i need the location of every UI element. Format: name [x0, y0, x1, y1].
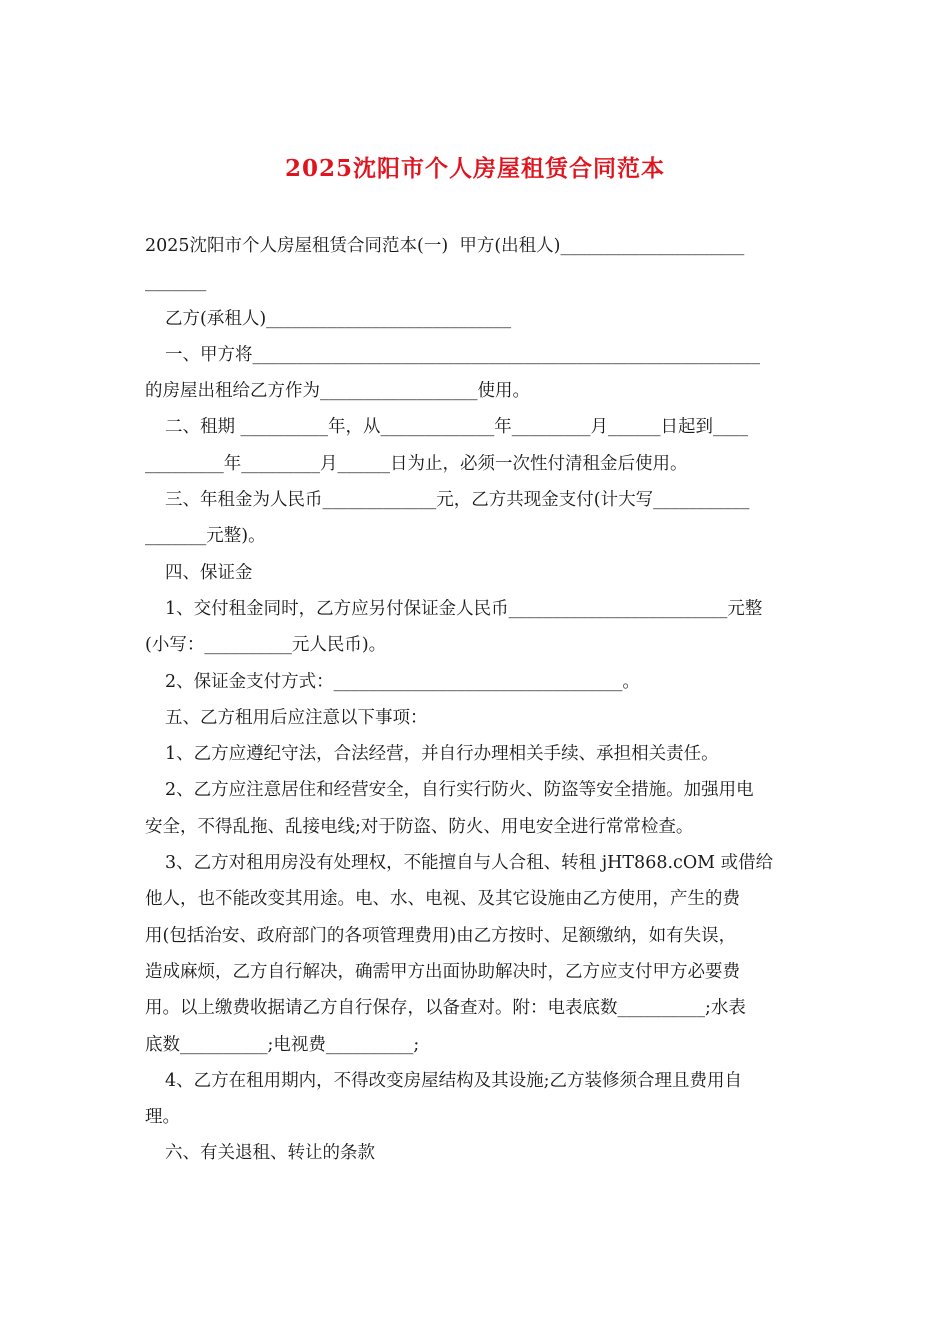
paragraph-clause-4-deposit: 四、保证金	[165, 562, 253, 583]
paragraph-clause-3-rent: 三、年租金为人民币_____________元，乙方共现金支付(计大写___________ _______元整)。	[145, 490, 750, 547]
paragraph-note-1: 1、乙方应遵纪守法，合法经营，并自行办理相关手续、承担相关责任。	[165, 744, 719, 765]
paragraph-note-3: 3、乙方对租用房没有处理权，不能擅自与人合租、转租 jHT868.cOM 或借给 他人，也不能改变其用途。电、水、电视、及其它设施由乙方使用，产生的费 用(包括治安、政府部门的各项管理费用)由乙方按时、足额缴纳，如有失误， 造成麻烦，乙方自行解决，确需甲方出面协助解决时，乙方应支付甲方必要费 用。以上缴费收据请乙方自行保存，以备查对。附：电表底数__________;水表 底数__________;电视费__________;	[145, 853, 774, 1055]
paragraph-note-2: 2、乙方应注意居住和经营安全，自行实行防火、防盗等安全措施。加强用电 安全，不得乱拖、乱接电线;对于防盗、防火、用电安全进行常常检查。	[145, 780, 754, 837]
paragraph-header-parties: 2025沈阳市个人房屋租赁合同范本(一) 甲方(出租人)_____________________ _______	[145, 236, 745, 293]
paragraph-clause-5-notes: 五、乙方租用后应注意以下事项：	[165, 707, 428, 728]
paragraph-deposit-2: 2、保证金支付方式：_________________________________。	[165, 671, 640, 692]
paragraph-deposit-1: 1、交付租金同时，乙方应另付保证金人民币_________________________元整 (小写：__________元人民币)。	[145, 598, 763, 656]
document-body	[145, 228, 807, 1172]
document-title: 2025沈阳市个人房屋租赁合同范本	[284, 155, 665, 182]
paragraph-note-4: 4、乙方在租用期内，不得改变房屋结构及其设施;乙方装修须合理且费用自 理。	[145, 1070, 743, 1128]
paragraph-clause-6: 六、有关退租、转让的条款	[165, 1143, 375, 1164]
paragraph-clause-2-term: 二、租期 __________年，从_____________年_________月______日起到____ _________年_________月______日为止，必须一次性付清租金后使用。	[145, 417, 749, 474]
paragraph-party-b: 乙方(承租人)____________________________	[165, 308, 512, 329]
paragraph-clause-1: 一、甲方将__________________________________________________________ 的房屋出租给乙方作为__________________使用。	[145, 344, 760, 402]
